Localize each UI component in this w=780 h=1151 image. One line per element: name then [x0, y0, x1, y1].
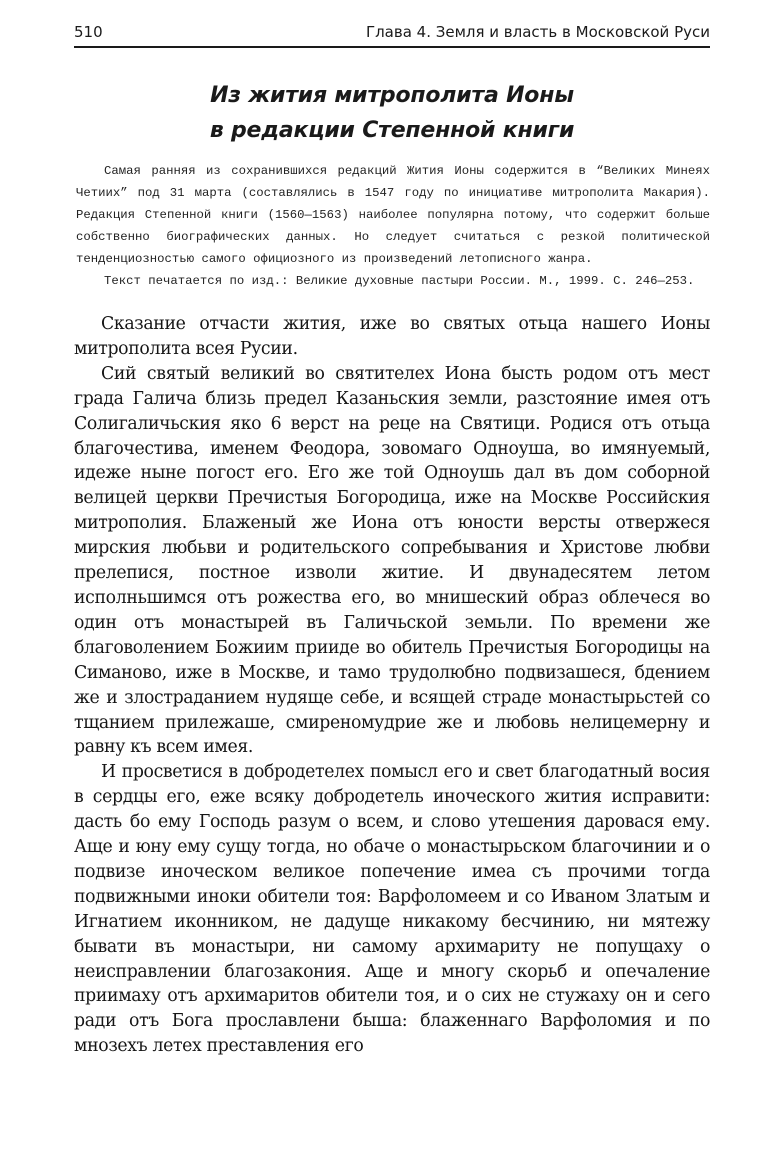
section-title — [74, 78, 710, 148]
running-header — [74, 0, 710, 46]
chapter-title: Глава 4. Земля и власть в Московской Руси — [365, 23, 710, 41]
body-paragraph: И просветися в добродетелех помысл его и свет благодатный восия в сердцы его, еже всяку добродетель иноческого жития исправити: дасть бо ему Господь разум о всем, и слово утешения даровася ему. Аще и юну ему сущу тогда, но обаче о монастырьском благочинии и о подвизе иноческом великое попечение имеа съ прочими тогда подвижными иноки обители тоя: Варфоломеем и со Иваном Златым и Игнатием иконником, не дадуще никакому бесчинию, ни мятежу бывати въ монастыри, ни самому архимариту не попущаху о неисправлении благозакония. Аще и многу скорьб и опечаление приимаху отъ архимаритов обители тоя, и о сих не стужаху он и сего ради отъ Бога прославлени быша: блаженнаго Варфоломия и по мнозехъ летех преставления его — [74, 762, 710, 1057]
body-paragraph: Сказание отчасти жития, иже во святых отьца нашего Ионы митрополита всея Русии. — [74, 314, 710, 359]
book-page — [74, 0, 710, 1059]
page-number: 510 — [74, 23, 103, 41]
header-rule — [74, 46, 710, 48]
title-line-2: в редакции Степенной книги — [209, 118, 575, 143]
source-note: Текст печатается по изд.: Великие духовные пастыри России. М., 1999. С. 246—253. — [104, 274, 695, 288]
body-paragraph: Сий святый великий во святителех Иона бысть родом отъ мест града Галича близь предел Казаньския земли, разстояние имея отъ Солигаличьския яко 6 верст на реце на Святици. Родися отъ отьца благочестива, именем Феодора, зовомаго Одноуша, во имянуемый, идеже ныне погост его. Его же той Одноушь дал въ дом соборной велицей церкви Пречистыя Богородица, иже на Москве Российския митрополия. Блаженый же Иона отъ юности версты отвержеся мирския любьви и родительского сопребывания и Христове любви прелепися, постное изволи житие. И двунадесятем летом исполньшимся отъ рожества его, во мнишеский образ облечеся во один отъ монастырей въ Галичьской земьли. По времени же благоволением Божиим прииде во обитель Пречистыя Богородицы на Симаново, иже в Москве, и тамо трудолюбно подвизашеся, бдением же и злостраданием нудяще себе, и всящей страде монастырьстей со тщанием прилежаше, смиреномудрие же и любовь нелицемерну и равну къ всем имея. — [74, 363, 710, 758]
main-text — [74, 312, 710, 1059]
editorial-intro — [74, 160, 710, 292]
title-line-1: Из жития митрополита Ионы — [210, 83, 574, 108]
intro-paragraph: Самая ранняя из сохранившихся редакций Жития Ионы содержится в “Великих Минеях Четиих” под 31 марта (составлялись в 1547 году по инициативе митрополита Макария). Редакция Степенной книги (1560—1563) наиболее популярна потому, что содержит больше собственно биографических данных. Но следует считаться с резкой политической тенденциозностью самого официозного из произведений летописного жанра. — [76, 164, 710, 266]
